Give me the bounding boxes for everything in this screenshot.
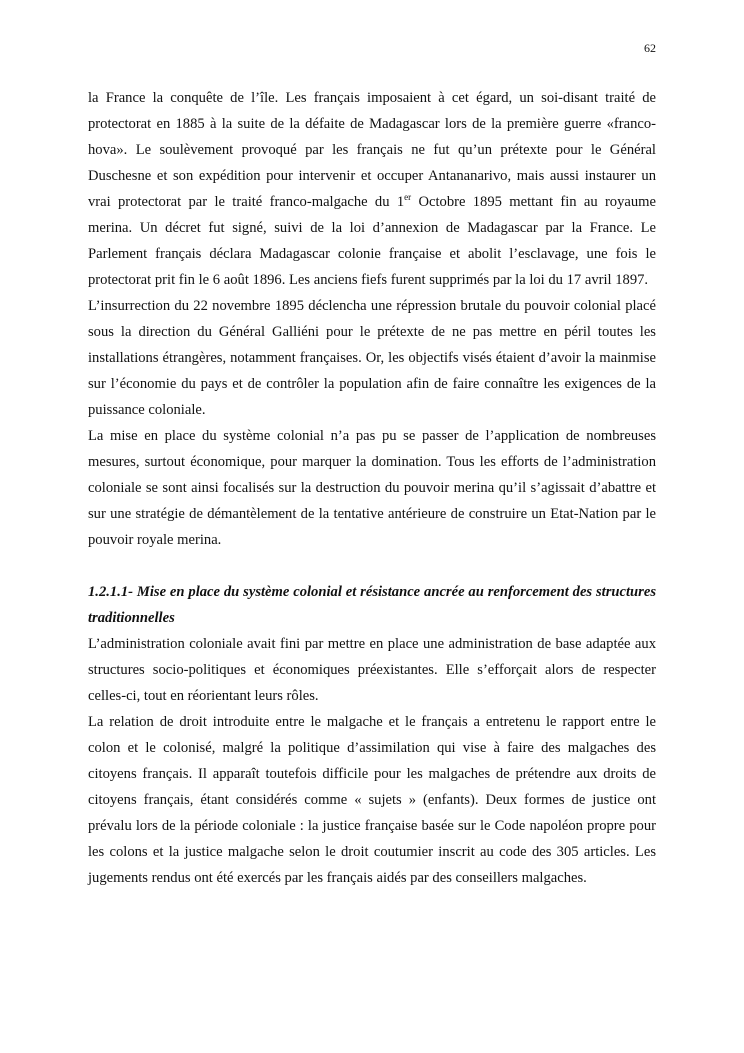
- paragraph-insurrection: L’insurrection du 22 novembre 1895 déclencha une répression brutale du pouvoir colonial placé sous la direction du Général Galliéni pour le prétexte de ne pas mettre en péril toutes les installations étrangères, notamment françaises. Or, les objectifs visés étaient d’avoir la mainmise sur l’économie du pays et de contrôler la population afin de faire connaître les exigences de la puissance coloniale.: [88, 298, 656, 418]
- paragraph-droit: La relation de droit introduite entre le malgache et le français a entretenu le rapport entre le colon et le colonisé, malgré la politique d’assimilation qui vise à faire des malgaches des citoyens français. Il apparaît toutefois difficile pour les malgaches de prétendre aux droits de citoyens français, étant considérés comme « sujets » (enfants). Deux formes de justice ont prévalu lors de la période coloniale : la justice française basée sur le Code napoléon propre pour les colons et la justice malgache selon le droit coutumier inscrit au code des 305 articles. Les jugements rendus ont été exercés par les français aidés par des conseillers malgaches.: [88, 714, 656, 886]
- paragraph-annexion: [88, 85, 656, 293]
- paragraph-systeme-colonial: La mise en place du système colonial n’a pas pu se passer de l’application de nombreuses mesures, surtout économique, pour marquer la domination. Tous les efforts de l’administration coloniale se sont ainsi focalisés sur la destruction du pouvoir merina qu’il s’agissait d’abattre et sur une stratégie de démantèlement de la tentative antérieure de construire un Etat-Nation par le pouvoir royale merina.: [88, 428, 656, 548]
- page-number: 62: [644, 41, 656, 55]
- ordinal-superscript: er: [404, 192, 412, 202]
- paragraph-administration: L’administration coloniale avait fini par mettre en place une administration de base adaptée aux structures socio-politiques et économiques préexistantes. Elle s’efforçait alors de respecter celles-ci, tout en réorientant leurs rôles.: [88, 636, 656, 704]
- section-spacer: [88, 553, 656, 579]
- paragraph-annexion-text-end: Octobre 1895 mettant fin au royaume merina. Un décret fut signé, suivi de la loi d’annexion de Madagascar par la France. Le Parlement français déclara Madagascar colonie française et abolit l’esclavage, une fois le protectorat prit fin le 6 août 1896. Les anciens fiefs furent supprimés par la loi du 17 avril 1897.: [88, 194, 656, 288]
- document-body: [88, 85, 656, 891]
- paragraph-annexion-text-start: la France la conquête de l’île. Les français imposaient à cet égard, un soi-disant traité de protectorat en 1885 à la suite de la défaite de Madagascar lors de la première guerre «franco-hova». Le soulèvement provoqué par les français ne fut qu’un prétexte pour le Général Duschesne et son expédition pour intervenir et occuper Antananarivo, mais aussi instaurer un vrai protectorat par le traité franco-malgache du 1: [88, 90, 656, 210]
- section-heading: 1.2.1.1- Mise en place du système colonial et résistance ancrée au renforcement des structures traditionnelles: [88, 584, 656, 626]
